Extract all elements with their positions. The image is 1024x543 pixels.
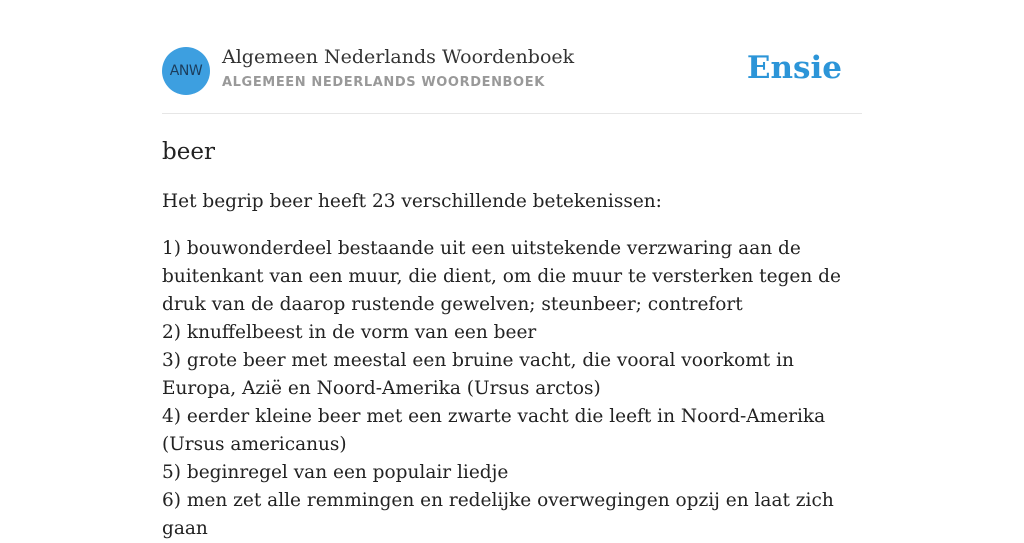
definition-item: 5) beginregel van een populair liedje	[162, 462, 509, 483]
header-divider	[162, 113, 862, 114]
definitions-list	[162, 235, 862, 543]
entry-intro: Het begrip beer heeft 23 verschillende betekenissen:	[162, 191, 662, 212]
definition-item: 3) grote beer met meestal een bruine vacht, die vooral voorkomt in Europa, Azië en Noord-Amerika (Ursus arctos)	[162, 350, 794, 399]
definition-item: 2) knuffelbeest in de vorm van een beer	[162, 322, 537, 343]
definition-item: 1) bouwonderdeel bestaande uit een uitstekende verzwaring aan de buitenkant van een muur, die dient, om die muur te versterken tegen de druk van de daarop rustende gewelven; steunbeer; contrefort	[162, 238, 841, 315]
source-title[interactable]: Algemeen Nederlands Woordenboek	[222, 46, 575, 68]
entry-title: beer	[162, 139, 215, 165]
definition-item: 4) eerder kleine beer met een zwarte vacht die leeft in Noord-Amerika (Ursus americanus)	[162, 406, 826, 455]
ensie-logo[interactable]: Ensie	[746, 50, 842, 86]
source-subtitle: ALGEMEEN NEDERLANDS WOORDENBOEK	[222, 75, 545, 90]
source-header	[162, 46, 862, 96]
definition-item: 6) men zet alle remmingen en redelijke overwegingen opzij en laat zich gaan	[162, 490, 834, 539]
entry-content	[162, 136, 862, 543]
anw-logo-badge[interactable]: ANW	[162, 47, 210, 95]
